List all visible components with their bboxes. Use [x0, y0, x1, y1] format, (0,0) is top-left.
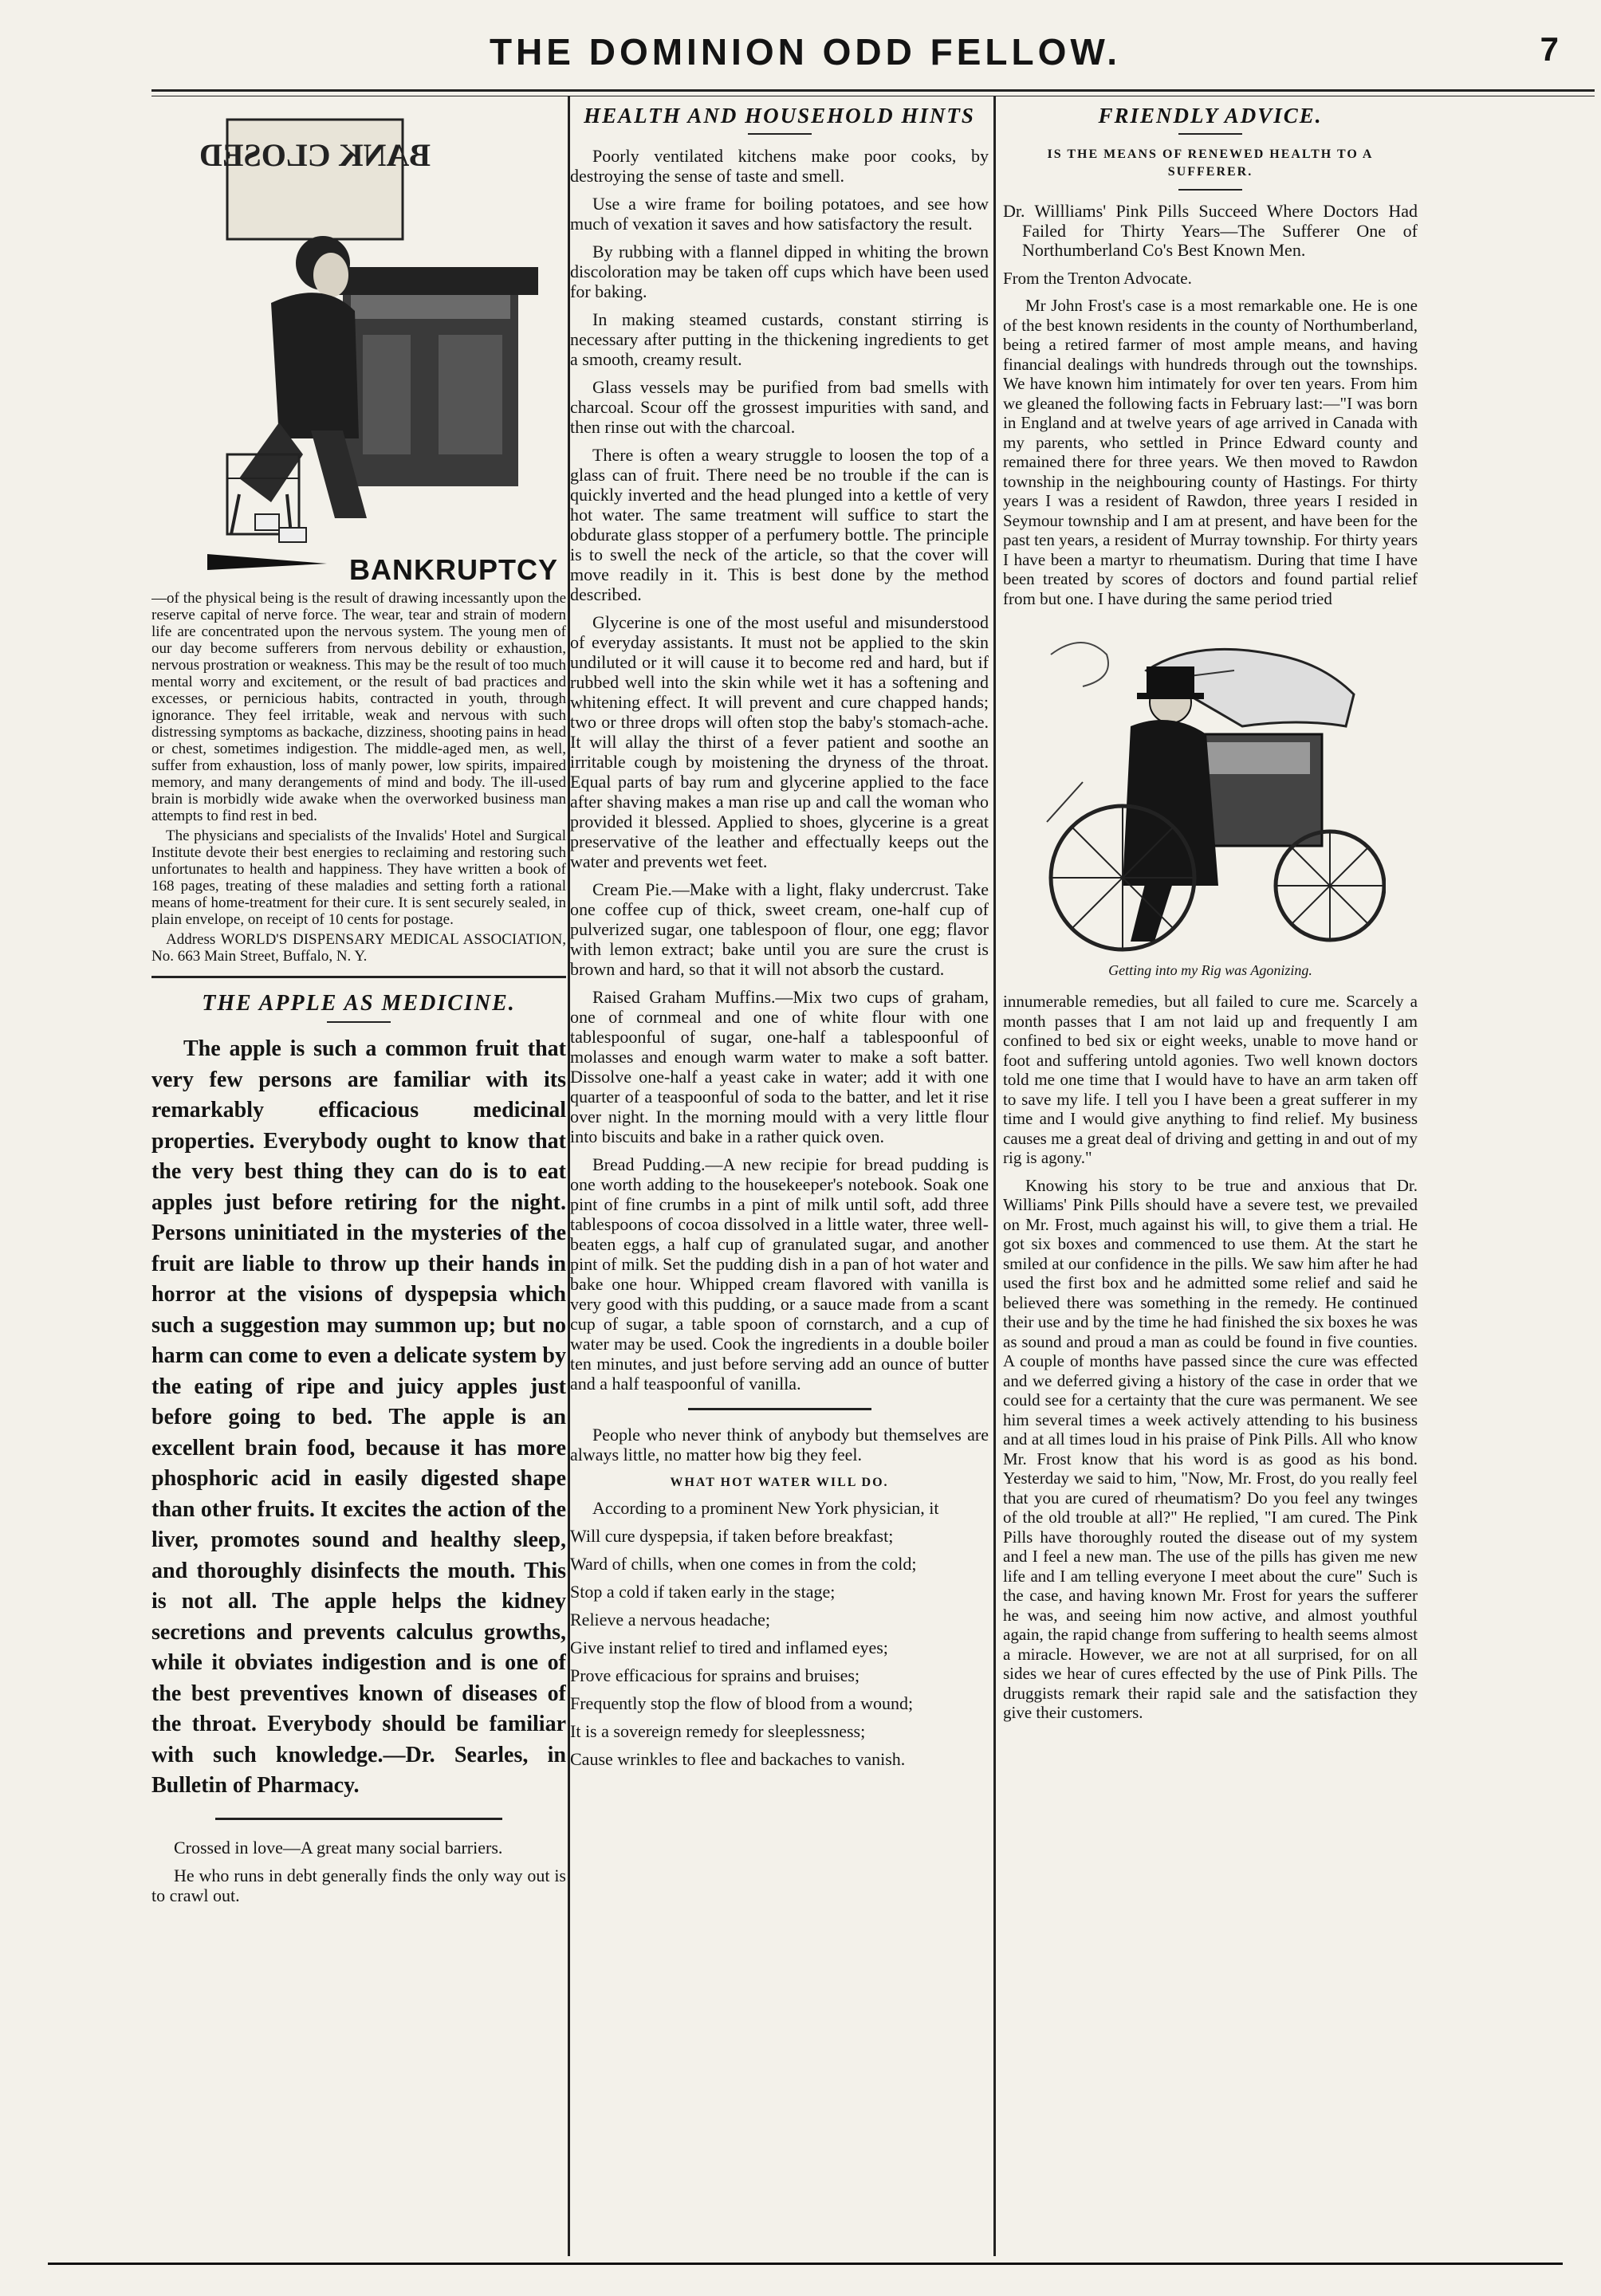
article-source: From the Trenton Advocate.	[1003, 268, 1192, 288]
masthead-title: THE DOMINION ODD FELLOW.	[489, 31, 1122, 73]
hint-paragraph: Poorly ventilated kitchens make poor cooks, by destroying the sense of taste and smell.	[570, 146, 989, 186]
hot-water-list	[570, 1526, 989, 1769]
ad-paragraph: The physicians and specialists of the Invalids' Hotel and Surgical Institute devote their best energies to reclaiming and restoring such unfortunates to health and happiness. They have written a book of 168 pages, treating of these maladies and setting forth a rational means of home-treatment for their cure. It is sent securely sealed, in plain envelope, on receipt of 10 cents for postage.	[151, 828, 566, 928]
section-rule	[688, 1408, 871, 1410]
list-item: Relieve a nervous headache;	[570, 1610, 771, 1630]
subheading-rule	[1178, 189, 1242, 191]
friendly-advice-heading: FRIENDLY ADVICE.	[1098, 104, 1323, 128]
article-paragraph: Knowing his story to be true and anxious that Dr. Williams' Pink Pills should have a severe test, we prevailed on Mr. Frost, much against his will, to give them a trial. He got six boxes and commenced to use them. At the start he smiled at our confidence in the pills. We saw him after he had used the first box and he admitted some relief and said he believed there was something in the remedy. He continued their use and by the time he had finished the six boxes he was as sound and proud a man as could be found in five counties. A couple of months have passed since the cure was effected and we deferred giving a history of the case in order that we could see for a certainty that the cure was permanent. We see him several times a week actively attending to his business and at all times loud in his praise of Pink Pills. All who know Mr. Frost know that his word is as good as his bond. Yesterday we said to him, "Now, Mr. Frost, do you really feel that you are cured of rheumatism? Do you feel any twinges of the old trouble at all?" He replied, "I am cured. The Pink Pills have thoroughly routed the disease out of my system and I feel a new man. The use of the pills has given me new life and I am telling everyone I meet about the cure" Such is the case, and having known Mr. Frost for years the sufferer he was, and seeing him now active, and almost youthful again, the rapid change from suffering to health seems almost a miracle. However, we are not at all surprised, for on all sides we hear of cures effected by the use of Pink Pills. The druggists remark their rapid sale and the satisfaction they give their customers.	[1003, 1175, 1418, 1722]
friendly-advice-body	[1003, 202, 1418, 608]
hint-paragraph: By rubbing with a flannel dipped in whiting the brown discoloration may be taken off cups which have been used for baking.	[570, 242, 989, 301]
column-rule-2	[993, 96, 996, 2256]
recipe-graham-muffins: Raised Graham Muffins.—Mix two cups of graham, one of cornmeal and one of white flour with one tablespoonful of sugar, one-half a tablespoonful of molasses and enough warm water to make a soft batter. Dissolve one-half a yeast cake in water; add it with one quarter of a teaspoonful of soda to the batter, and let it rise over night. In the morning mould with a very little flour into biscuits and bake in a rather quick oven.	[570, 987, 989, 1146]
list-item: Stop a cold if taken early in the stage;	[570, 1582, 836, 1602]
recipe-bread-pudding: Bread Pudding.—A new recipie for bread pudding is one worth adding to the housekeeper's notebook. Soak one pint of fine crumbs in a pint of milk until soft, add three tablespoons of cocoa dissolved in a little water, three well-beaten eggs, a half cup of granulated sugar, and another pint of milk. Set the pudding dish in a pan of hot water and bake one hour. Whipped cream flavored with vanilla is very good with this pudding, or a sauce made from a scant cup of sugar, a table spoon of cornstarch, and a cup of water may be used. Cook the ingredients in a double boiler ten minutes, and just before serving add an ounce of butter and a half teaspoonful of vanilla.	[570, 1154, 989, 1394]
column-right	[1003, 104, 1418, 2256]
household-hints-heading: HEALTH AND HOUSEHOLD HINTS	[584, 104, 975, 128]
man-in-carriage-illustration	[1035, 623, 1386, 957]
column-middle	[570, 104, 989, 2256]
hint-paragraph: Glass vessels may be purified from bad smells with charcoal. Scour off the grossest impurities with sand, and then rinse out with the charcoal.	[570, 377, 989, 437]
list-item: Will cure dyspepsia, if taken before breakfast;	[570, 1526, 894, 1546]
friendly-advice-subheading: IS THE MEANS OF RENEWED HEALTH TO A SUFFERER.	[1047, 147, 1374, 179]
squib-rule	[215, 1818, 502, 1820]
masthead-rule	[151, 89, 1595, 92]
squib-debt: He who runs in debt generally finds the only way out is to crawl out.	[151, 1865, 566, 1905]
bottom-rule	[48, 2263, 1563, 2265]
friendly-advice-continued	[1003, 992, 1418, 1723]
ad-paragraph: —of the physical being is the result of drawing incessantly upon the reserve capital of nerve force. The wear, tear and strain of modern life are concentrated upon the nervous system. The young men of our day become sufferers from nervous debility or exhaustion, nervous prostration or weakness. This may be the result of too much mental worry and excitement, or the result of bad practices and excesses, or pernicious habits, contracted in youth, through ignorance. They feel irritable, weak and nervous with such distressing symptoms as backache, dizziness, shooting pains in head or chest, sometimes indigestion. The middle-aged men, as well, suffer from exhaustion, loss of manly power, low spirits, impaired memory, and many derangements of mind and body. The ill-used brain is morbidly wide awake when the overworked business man attempts to find rest in bed.	[151, 590, 566, 824]
list-item: Ward of chills, when one comes in from the cold;	[570, 1554, 917, 1574]
masthead	[48, 30, 1563, 86]
hint-paragraph: There is often a weary struggle to loosen the top of a glass can of fruit. There need be no trouble if the can is quickly inverted and the head plunged into a kettle of very hot water. The same treatment will suffice to start the obdurate glass stopper of a perfumery bottle. The principle is to swell the neck of the article, so that the cover will move readily in it. This is best done by the method described.	[570, 445, 989, 604]
article-paragraph: Mr John Frost's case is a most remarkable one. He is one of the best known residents in the county of Northumberland, being a retired farmer of most ample means, and having financial dealings with hundreds through out the townships. We have known him intimately for over ten years. From him we gleaned the following facts in February last:—"I was born in England and at twelve years of age arrived in Canada with my parents, who settled in Prince Edward county and remained there for three years. We then moved to Rawdon township in the neighbouring county of Hastings. For thirty years I was a resident of Rawdon, three years I resided in Seymour township and I am at present, and have been for the past ten years, a resident of Murray township. For thirty years I have been a martyr to rheumatism. During that time I have been treated by scores of doctors and found partial relief from but one. I have during the same period tried	[1003, 296, 1418, 608]
hot-water-intro: According to a prominent New York physician, it	[592, 1498, 939, 1518]
hint-paragraph: In making steamed custards, constant stirring is necessary after putting in the thickening ingredients to get a smooth, creamy result.	[570, 309, 989, 369]
bankruptcy-ad-illustration	[151, 104, 566, 630]
section-rule	[151, 976, 566, 978]
hint-paragraph: Use a wire frame for boiling potatoes, and see how much of vexation it saves and how satisfactory the result.	[570, 194, 989, 234]
people-squib: People who never think of anybody but themselves are always little, no matter how big they feel.	[570, 1425, 989, 1464]
man-at-desk-illustration	[151, 104, 566, 550]
apple-heading: THE APPLE AS MEDICINE.	[202, 991, 516, 1016]
column-left	[151, 104, 566, 2256]
heading-rule	[1178, 133, 1242, 135]
bankruptcy-ad-text	[151, 590, 566, 965]
list-item: Cause wrinkles to flee and backaches to vanish.	[570, 1749, 906, 1769]
article-paragraph: innumerable remedies, but all failed to cure me. Scarcely a month passes that I am not laid up and frequently I am confined to bed six or eight weeks, unable to move hand or foot and suffering untold agonies. Two well known doctors told me one time that I would have to have an arm taken off to save my life. I tell you I have been a great sufferer in my time and I would give anything to find relief. My business causes me a great deal of driving and getting in and out of my rig is agony."	[1003, 992, 1418, 1167]
bank-closed-sign: BANK CLOSED	[199, 137, 431, 173]
heading-rule	[327, 1021, 391, 1023]
hot-water-heading: WHAT HOT WATER WILL DO.	[670, 1476, 889, 1489]
ad-address: Address WORLD'S DISPENSARY MEDICAL ASSOCIATION, No. 663 Main Street, Buffalo, N. Y.	[151, 931, 566, 965]
list-item: Frequently stop the flow of blood from a wound;	[570, 1693, 914, 1713]
apple-body: The apple is such a common fruit that very few persons are familiar with its remarkably efficacious medicinal properties. Everybody ought to know that the very best thing they can do is to eat apples just before retiring for the night. Persons uninitiated in the mysteries of the fruit are liable to throw up their hands in horror at the visions of dyspepsia which such a suggestion may summon up; but no harm can come to even a delicate system by the eating of ripe and juicy apples just before going to bed. The apple is an excellent brain food, because it has more phosphoric acid in easily digested shape than other fruits. It excites the action of the liver, promotes sound and healthy sleep, and thoroughly disinfects the mouth. This is not all. The apple helps the kidney secretions and prevents calculus growths, while it obviates indigestion and is one of the best preventives known of diseases of the throat. Everybody should be familiar with such knowledge.—Dr. Searles, in Bulletin of Pharmacy.	[151, 1036, 566, 1798]
bankruptcy-title: BANKRUPTCY	[349, 553, 558, 586]
illustration-caption: Getting into my Rig was Agonizing.	[1108, 962, 1312, 978]
hint-paragraph: Glycerine is one of the most useful and misunderstood of everyday assistants. It must not be applied to the skin undiluted or it will cause it to become red and hard, but if rubbed well into the skin while wet it has a softening and whitening effect. It will prevent and cure chapped hands; two or three drops will often stop the baby's stomach-ache. It will allay the thirst of a fever patient and soothe an irritable cough by moistening the dryness of the throat. Equal parts of bay rum and glycerine applied to the face after shaving makes a man rise up and call the woman who provided it blessed. Applied to shoes, glycerine is a great preservative of the leather and effectually keeps out the water and prevents wet feet.	[570, 612, 989, 871]
list-item: Give instant relief to tired and inflamed eyes;	[570, 1637, 888, 1657]
recipe-cream-pie: Cream Pie.—Make with a light, flaky undercrust. Take one coffee cup of thick, sweet cream, one-half cup of pulverized sugar, one tablespoon of flour, one egg; flavor with lemon extract; bake until you are sure the crust is brown and hard, so that it will not absorb the custard.	[570, 879, 989, 979]
heading-rule	[748, 133, 812, 135]
page-number: 7	[1540, 30, 1563, 68]
squib-love: Crossed in love—A great many social barriers.	[174, 1837, 503, 1858]
list-item: It is a sovereign remedy for sleeplessness;	[570, 1721, 866, 1741]
article-deck: Dr. Willliams' Pink Pills Succeed Where Doctors Had Failed for Thirty Years—The Sufferer One of Northumberland Co's Best Known Men.	[1003, 201, 1418, 260]
apple-article	[151, 991, 566, 1802]
list-item: Prove efficacious for sprains and bruises;	[570, 1665, 860, 1685]
